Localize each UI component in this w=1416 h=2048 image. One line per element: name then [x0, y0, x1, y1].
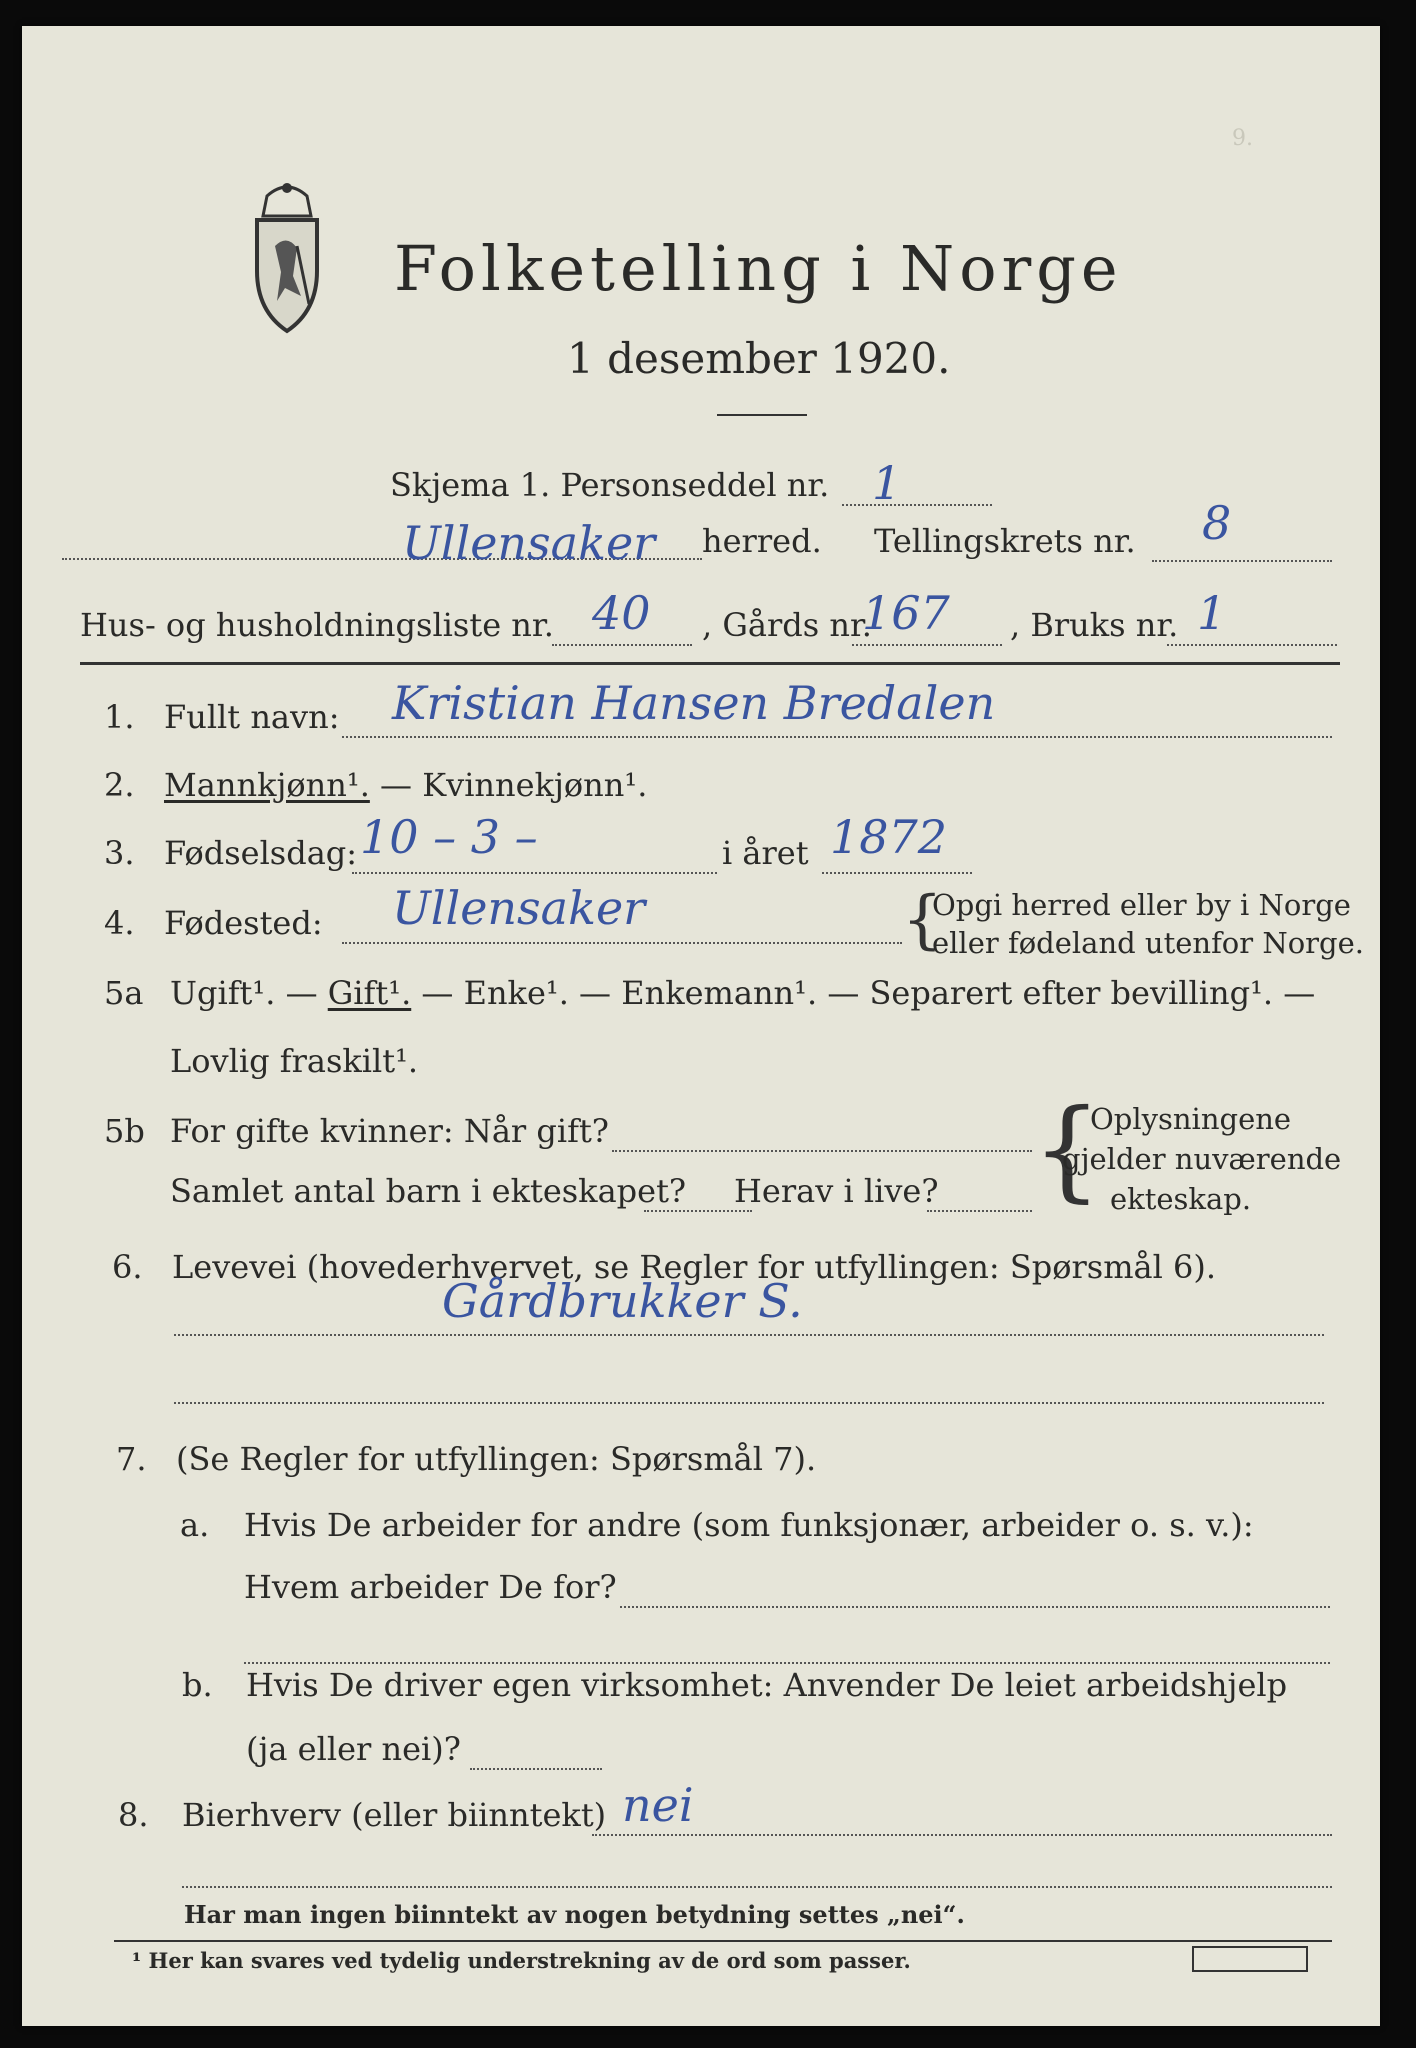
q5b-line1: For gifte kvinner: Når gift?: [170, 1112, 609, 1150]
q3-year-line: [822, 872, 972, 874]
q5b-line2a: Samlet antal barn i ekteskapet?: [170, 1172, 687, 1210]
q7b-letter: b.: [182, 1666, 213, 1704]
gender-male-option: Mannkjønn¹.: [164, 766, 370, 804]
q5a-line2: Lovlig fraskilt¹.: [170, 1042, 419, 1080]
q4-line: [342, 942, 902, 944]
q4-number: 4.: [104, 904, 135, 942]
title-divider: [717, 414, 807, 416]
q4-note-line2: eller fødeland utenfor Norge.: [932, 926, 1364, 960]
gards-label: , Gårds nr.: [702, 606, 872, 644]
q7a-line1: [620, 1606, 1330, 1608]
q3-date-line: [352, 872, 717, 874]
husholdningsliste-line: [552, 644, 692, 646]
header-divider: [80, 662, 1340, 665]
q6-line2: [174, 1402, 1324, 1404]
q5b-children-line: [644, 1210, 752, 1212]
q6-label: Levevei (hovederhvervet, se Regler for utfyllingen: Spørsmål 6).: [172, 1248, 1217, 1286]
q3-year-label: i året: [722, 834, 809, 872]
tellingskrets-line: [1152, 560, 1332, 562]
personseddel-line: [842, 504, 992, 506]
q8-label: Bierhverv (eller biinntekt): [182, 1796, 607, 1834]
coat-of-arms-icon: [227, 176, 347, 336]
q7a-text: Hvis De arbeider for andre (som funksjonær, arbeider o. s. v.):: [244, 1506, 1254, 1544]
q2-label: [164, 766, 647, 804]
q5b-alive-line: [927, 1210, 1032, 1212]
q6-value: Gårdbrukker S.: [442, 1274, 803, 1328]
q4-brace: {: [902, 883, 943, 957]
q8-line2: [182, 1886, 1332, 1888]
form-title: Folketelling i Norge: [394, 232, 1123, 305]
q5b-brace: {: [1032, 1085, 1102, 1213]
bruks-line: [1167, 644, 1337, 646]
q5b-number: 5b: [104, 1112, 145, 1150]
tellingskrets-value: 8: [1202, 496, 1232, 550]
q5b-when-line: [612, 1150, 1032, 1152]
marital-ugift: Ugift¹. —: [170, 974, 328, 1012]
schema-label: Skjema 1. Personseddel nr.: [390, 466, 830, 504]
q5a-number: 5a: [104, 974, 144, 1012]
q4-label: Fødested:: [164, 904, 323, 942]
q8-number: 8.: [118, 1796, 149, 1834]
herred-value: Ullensaker: [402, 516, 656, 570]
printer-stamp: [1192, 1946, 1308, 1972]
census-form: [22, 26, 1380, 2026]
q6-line1: [174, 1334, 1324, 1336]
q8-value: nei: [622, 1778, 694, 1832]
marital-gift: Gift¹.: [327, 974, 412, 1012]
q7-number: 7.: [116, 1440, 147, 1478]
q5a-options: [170, 974, 1315, 1012]
footer-note: Har man ingen biinntekt av nogen betydning settes „nei“.: [184, 1900, 965, 1929]
bleed-through: 9.: [1232, 126, 1337, 151]
form-date: 1 desember 1920.: [567, 334, 951, 383]
bruks-value: 1: [1197, 586, 1227, 640]
q7-label: (Se Regler for utfyllingen: Spørsmål 7).: [176, 1440, 817, 1478]
footnote-divider: [114, 1940, 1332, 1942]
q1-number: 1.: [104, 698, 135, 736]
gender-female-option: Kvinnekjønn¹.: [422, 766, 648, 804]
q5b-note3: ekteskap.: [1110, 1182, 1252, 1216]
q6-number: 6.: [112, 1248, 143, 1286]
footnote: ¹ Her kan svares ved tydelig understrekning av de ord som passer.: [132, 1948, 911, 1973]
q7a-letter: a.: [180, 1506, 210, 1544]
q1-value: Kristian Hansen Bredalen: [392, 676, 996, 730]
q7a-question: Hvem arbeider De for?: [244, 1568, 617, 1606]
q4-value: Ullensaker: [392, 881, 646, 935]
marital-rest: — Enke¹. — Enkemann¹. — Separert efter bevilling¹. —: [411, 974, 1316, 1012]
q7b-line: [470, 1768, 602, 1770]
gards-line: [852, 644, 1002, 646]
tellingskrets-label: Tellingskrets nr.: [874, 522, 1136, 560]
gards-value: 167: [862, 586, 950, 640]
q3-number: 3.: [104, 834, 135, 872]
herred-label: herred.: [702, 522, 822, 560]
personseddel-value: 1: [872, 456, 902, 510]
q5b-note1: Oplysningene: [1090, 1102, 1292, 1136]
husholdningsliste-value: 40: [592, 586, 651, 640]
q2-number: 2.: [104, 766, 135, 804]
husholdningsliste-label: Hus- og husholdningsliste nr.: [80, 606, 554, 644]
bruks-label: , Bruks nr.: [1010, 606, 1179, 644]
q5b-line2b: Herav i live?: [734, 1172, 939, 1210]
q8-line1: [592, 1834, 1332, 1836]
q7b-text: Hvis De driver egen virksomhet: Anvender De leiet arbeidshjelp: [246, 1666, 1288, 1704]
q3-year-value: 1872: [830, 810, 948, 864]
q3-date-value: 10 – 3 –: [360, 810, 538, 864]
q1-label: Fullt navn:: [164, 698, 340, 736]
q3-label: Fødselsdag:: [164, 834, 358, 872]
q5b-note2: gjelder nuværende: [1062, 1142, 1342, 1176]
q4-note-line1: Opgi herred eller by i Norge: [932, 888, 1351, 922]
q7a-line2: [244, 1662, 1330, 1664]
gender-separator: —: [369, 766, 423, 804]
q7b-question: (ja eller nei)?: [246, 1730, 461, 1768]
q1-line: [342, 736, 1332, 738]
